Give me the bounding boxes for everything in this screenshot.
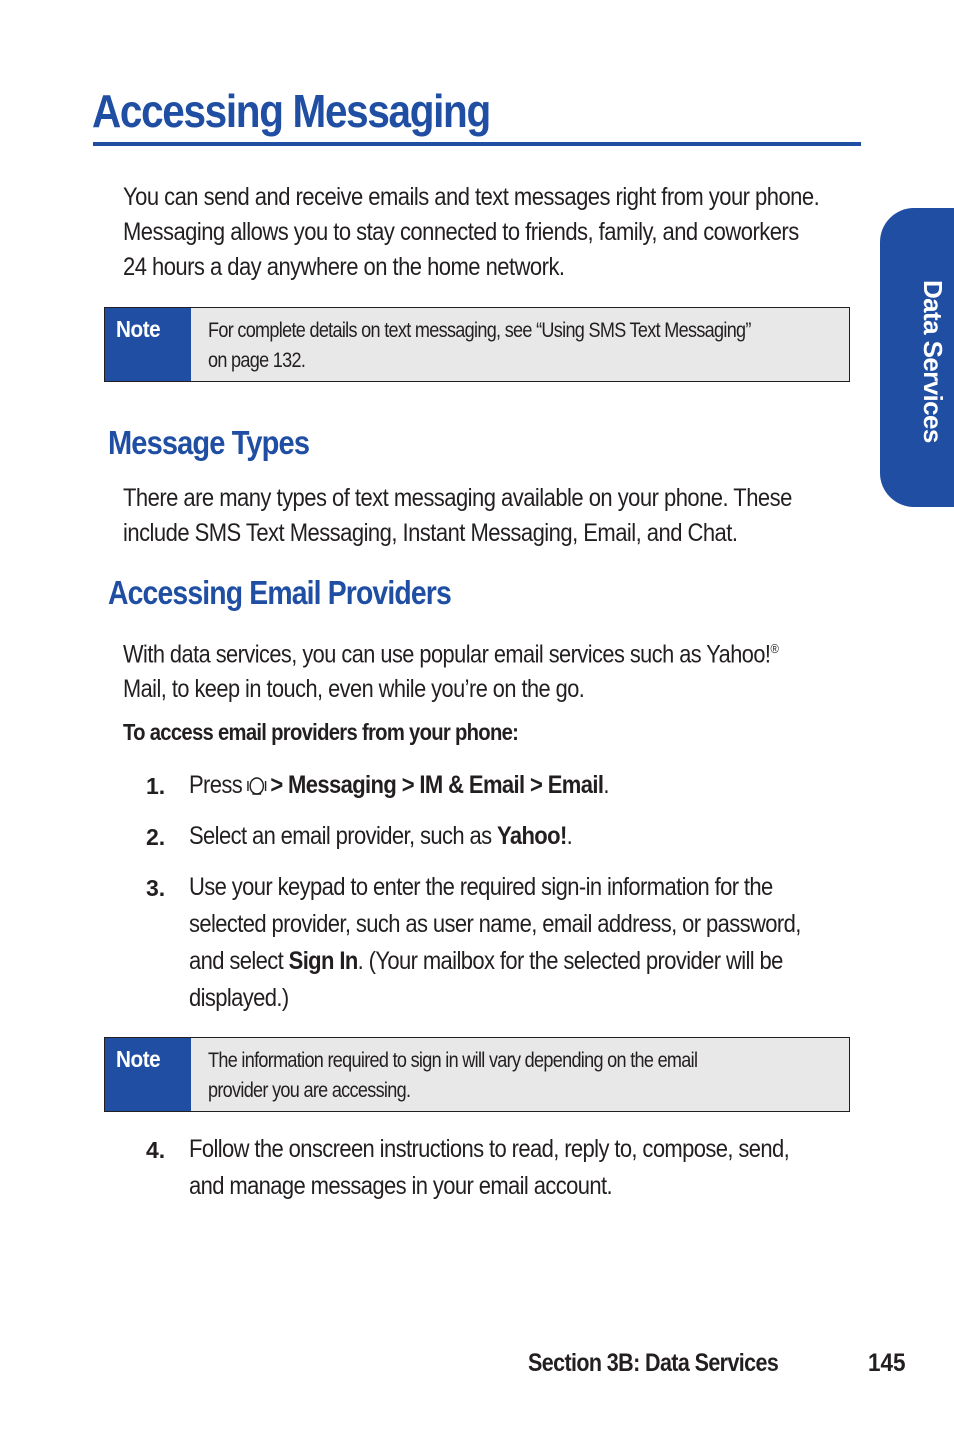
note-text: For complete details on text messaging, see “Using SMS Text Messaging” on page 132. xyxy=(208,319,751,372)
intro-paragraph: You can send and receive emails and text messages right from your phone. Messaging allows you to stay connected to friends, family, and coworkers 24 hours a day anywhere on the home network. xyxy=(123,183,820,281)
page-number: 145 xyxy=(868,1349,906,1377)
heading-email-providers: Accessing Email Providers xyxy=(108,574,451,611)
note-box-sign-in xyxy=(104,1037,850,1112)
menu-key-icon xyxy=(246,774,269,798)
step-1-text: Press > Messaging > IM & Email > Email. xyxy=(189,771,609,799)
note-label: Note xyxy=(105,1038,191,1111)
note-label: Note xyxy=(105,308,191,381)
page-title: Accessing Messaging xyxy=(92,85,490,137)
step-2-text: Select an email provider, such as Yahoo!. xyxy=(189,822,573,850)
message-types-paragraph: There are many types of text messaging available on your phone. These include SMS Text Messaging, Instant Messaging, Email, and Chat. xyxy=(123,484,792,547)
step-3-text: Use your keypad to enter the required sign-in information for the selected provider, such as user name, email address, or password, and select Sign In. (Your mailbox for the selected provider will be displayed.) xyxy=(189,873,801,1012)
email-providers-paragraph: With data services, you can use popular email services such as Yahoo!® Mail, to keep in touch, even while you’re on the go. xyxy=(123,640,779,704)
step-number: 4. xyxy=(146,1137,166,1163)
side-tab-label: Data Services xyxy=(918,280,948,443)
note-box-sms xyxy=(104,307,850,382)
procedure-lead: To access email providers from your phone: xyxy=(123,719,519,745)
step-number: 3. xyxy=(146,875,166,901)
footer-section-title: Section 3B: Data Services xyxy=(528,1349,779,1377)
heading-message-types: Message Types xyxy=(108,424,310,461)
step-number: 2. xyxy=(146,824,166,850)
step-number: 1. xyxy=(146,773,166,799)
note-text: The information required to sign in will vary depending on the email provider you are accessing. xyxy=(208,1049,698,1102)
title-rule xyxy=(93,142,861,146)
step-4-text: Follow the onscreen instructions to read, reply to, compose, send, and manage messages in your email account. xyxy=(189,1135,790,1200)
